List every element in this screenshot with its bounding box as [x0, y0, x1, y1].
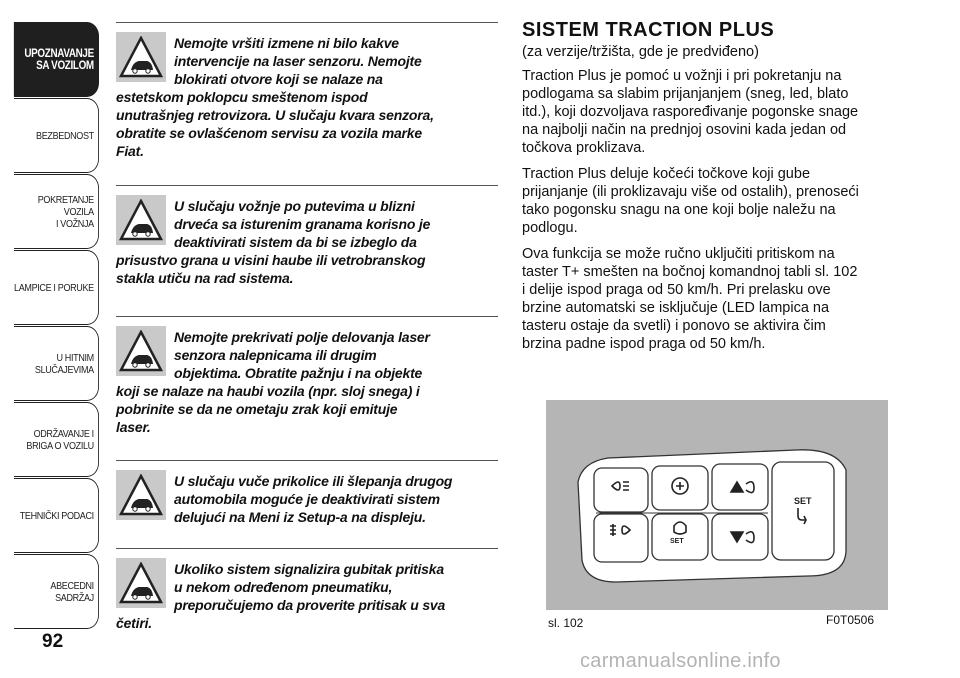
- warning-line: senzora nalepnicama ili drugim: [174, 347, 377, 363]
- figure-code: F0T0506: [826, 613, 875, 627]
- paragraph-line: tasteru ostaje da svetli) i ponovo se aktivira čim: [522, 318, 826, 334]
- warning-text: [116, 186, 498, 287]
- paragraph-line: tako pogonsku snagu na one koji bolje naležu na: [522, 202, 836, 218]
- tab-odrzavanje[interactable]: [14, 402, 99, 477]
- paragraph-line: Ova funkcija se može ručno uključiti pritiskom na: [522, 246, 835, 262]
- section-subtitle: (za verzije/tržišta, gde je predviđeno): [522, 44, 759, 60]
- warning-triangle-icon: [119, 330, 163, 372]
- warning-triangle-icon: [119, 474, 163, 516]
- warning-line: Ukoliko sistem signalizira gubitak pritiska: [174, 561, 444, 577]
- warning-triangle-icon: [119, 562, 163, 604]
- traction-plus-section: [522, 18, 912, 361]
- control-panel-figure: [546, 400, 888, 610]
- set-label-bottom: SET: [670, 538, 684, 545]
- warning-line: U slučaju vožnje po putevima u blizni: [174, 198, 415, 214]
- figure-caption: sl. 102: [548, 616, 584, 630]
- warning-line: Nemojte prekrivati polje delovanja laser: [174, 329, 430, 345]
- paragraph-line: Traction Plus je pomoć u vožnji i pri pokretanju na: [522, 68, 842, 84]
- warning-line: obratite se ovlašćenom servisu za vozila marke: [116, 125, 422, 141]
- body-paragraph: [522, 245, 912, 353]
- warning-line: u nekom određenom pneumatiku,: [174, 579, 393, 595]
- paragraph-line: podlogu.: [522, 220, 578, 236]
- set-label-top: SET: [794, 496, 812, 506]
- section-body: [522, 67, 912, 353]
- warning-line: U slučaju vuče prikolice ili šlepanja drugog: [174, 473, 453, 489]
- watermark: carmanualsonline.info: [580, 650, 781, 672]
- paragraph-line: taster T+ smešten na bočnoj komandnoj tabli sl. 102: [522, 264, 858, 280]
- tab-label: LAMPICE I PORUKE: [14, 281, 94, 294]
- tab-abecedni-sadrzaj[interactable]: [14, 554, 99, 629]
- tab-lampice[interactable]: [14, 250, 99, 325]
- paragraph-line: Traction Plus deluje kočeći točkove koji gube: [522, 166, 811, 182]
- warning-block: [116, 22, 498, 160]
- tpms-set-button: [652, 514, 708, 560]
- tab-label: ABECEDNI SADRŽAJ: [50, 579, 94, 604]
- warning-line: stakla utiču na rad sistema.: [116, 270, 294, 286]
- paragraph-line: brzina padne ispod praga od 50 km/h.: [522, 336, 766, 352]
- warning-car-icon: [116, 326, 166, 376]
- warning-line: unutrašnjeg retrovizora. U slučaju kvara senzora,: [116, 107, 434, 123]
- control-panel-illustration: [546, 400, 888, 610]
- warning-block: [116, 316, 498, 436]
- tab-tehnicki-podaci[interactable]: [14, 478, 99, 553]
- rear-fog-button: [594, 514, 648, 562]
- tab-label: U HITNIM SLUČAJEVIMA: [34, 351, 94, 376]
- page-number: 92: [42, 631, 64, 652]
- warning-line: laser.: [116, 419, 151, 435]
- body-paragraph: [522, 67, 912, 157]
- warning-triangle-icon: [119, 36, 163, 78]
- section-title: SISTEM TRACTION PLUS: [522, 19, 775, 41]
- tab-hitni-slucajevi[interactable]: [14, 326, 99, 401]
- warning-car-icon: [116, 195, 166, 245]
- warning-car-icon: [116, 470, 166, 520]
- body-paragraph: [522, 165, 912, 237]
- warning-car-icon: [116, 32, 166, 82]
- tab-label: BEZBEDNOST: [36, 129, 94, 142]
- warning-line: Nemojte vršiti izmene ni bilo kakve: [174, 35, 399, 51]
- warning-line: blokirati otvore koji se nalaze na: [174, 71, 383, 87]
- warning-text: [116, 549, 498, 632]
- warning-triangle-icon: [119, 199, 163, 241]
- warning-line: intervencije na laser senzoru. Nemojte: [174, 53, 422, 69]
- warning-block: [116, 548, 498, 632]
- warning-line: drveća sa isturenim granama korisno je: [174, 216, 431, 232]
- paragraph-line: točkova proklizava.: [522, 140, 646, 156]
- tab-bezbednost[interactable]: [14, 98, 99, 173]
- warning-line: automobila moguće je deaktivirati sistem: [174, 491, 440, 507]
- warning-line: prisustvo grana u visini haube ili vetrobranskog: [116, 252, 426, 268]
- warning-line: Fiat.: [116, 143, 144, 159]
- paragraph-line: podlogama sa slabim prijanjanjem (sneg, led, blato: [522, 86, 849, 102]
- fog-light-button: [594, 468, 648, 512]
- paragraph-line: na najbolji način na prednjoj osovini kada jedan od: [522, 122, 847, 138]
- set-button: [772, 462, 834, 560]
- paragraph-line: itd.), koji dozvoljava raspoređivanje pogonske snage: [522, 104, 859, 120]
- tab-label: ODRŽAVANJE I BRIGA O VOZILU: [26, 427, 94, 452]
- warning-line: estetskom poklopcu smeštenom ispod: [116, 89, 368, 105]
- tab-upoznavanje[interactable]: [14, 22, 99, 97]
- warning-line: preporučujemo da proverite pritisak u sva: [174, 597, 446, 613]
- warning-line: četiri.: [116, 615, 152, 631]
- tab-label: TEHNIČKI PODACI: [19, 509, 94, 522]
- paragraph-line: prijanjanje (ili proklizavaju više od ostalih), prenoseći: [522, 184, 859, 200]
- warning-line: delujući na Meni iz Setup-a na displeju.: [174, 509, 426, 525]
- warning-line: pobrinite se da ne ometaju zrak koji emituje: [116, 401, 398, 417]
- warning-line: objektima. Obratite pažnju i na objekte: [174, 365, 423, 381]
- paragraph-line: brzine automatski se isključuje (LED lampica na: [522, 300, 830, 316]
- paragraph-line: i delije ispod praga od 50 km/h. Pri prelasku ove: [522, 282, 831, 298]
- warning-car-icon: [116, 558, 166, 608]
- warning-text: [116, 317, 498, 436]
- warning-text: [116, 461, 498, 526]
- warning-block: [116, 185, 498, 287]
- warning-text: [116, 23, 498, 160]
- tab-pokretanje[interactable]: [14, 174, 99, 249]
- warning-line: deaktivirati sistem da bi se izbeglo da: [174, 234, 417, 250]
- tab-label: POKRETANJE VOZILA I VOŽNJA: [37, 193, 94, 230]
- warning-line: koji se nalaze na haubi vozila (npr. sloj snega) i: [116, 383, 420, 399]
- warning-block: [116, 460, 498, 526]
- tab-label: UPOZNAVANJE SA VOZILOM: [24, 47, 94, 72]
